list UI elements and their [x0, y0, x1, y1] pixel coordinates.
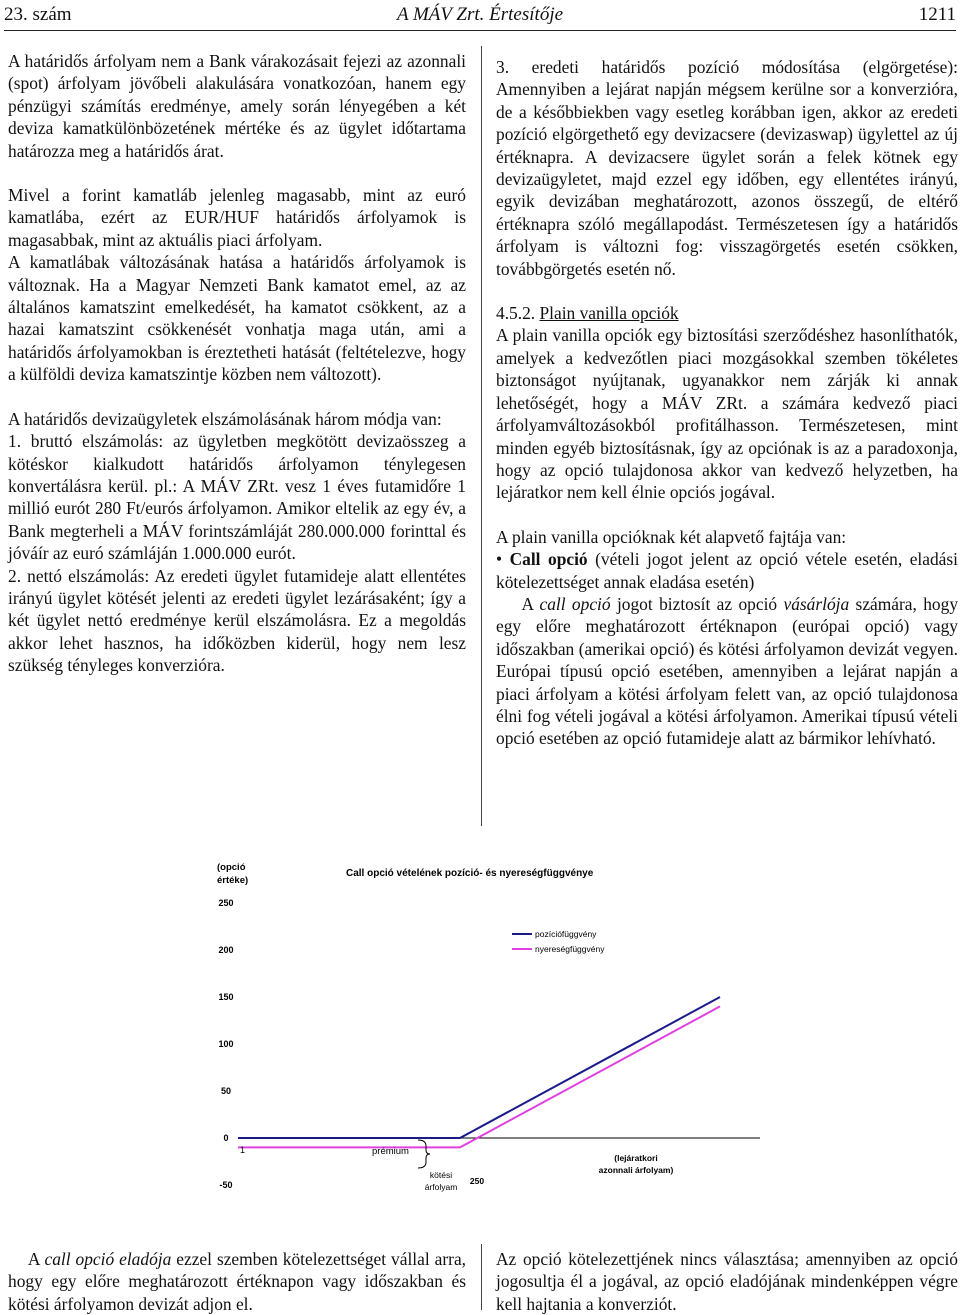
y-tick-label: 250: [218, 898, 234, 908]
strike-label: árfolyam: [424, 1182, 458, 1192]
emphasis: call opció: [539, 593, 611, 614]
right-column: [496, 56, 958, 750]
page-number: 1211: [918, 4, 956, 25]
section-title: Plain vanilla opciók: [539, 303, 679, 324]
series-line: [238, 1006, 720, 1147]
paragraph: Mivel a forint kamatláb jelenleg magasabb, mint az euró kamatlába, ezért az EUR/HUF határidős árfolyamok is magasabbak, mint az aktuális piaci árfolyam.: [8, 185, 466, 250]
text-run: A: [521, 593, 540, 614]
legend-label: nyereségfüggvény: [535, 944, 605, 954]
y-tick-label: 100: [218, 1039, 234, 1049]
strike-label: kötési: [429, 1170, 453, 1180]
legend: [512, 929, 605, 954]
y-tick-label: -50: [219, 1180, 233, 1190]
premium-brace: [418, 1140, 430, 1168]
issue-number: 23. szám: [4, 4, 72, 25]
y-axis-label-line: értéke): [217, 875, 249, 886]
paragraph: A határidős árfolyam nem a Bank várakozásait fejezi az azonnali (spot) árfolyam jövőbeli alakulására vonatkozóan, hanem egy pénzügyi számítás eredménye, amely során lényegében a két deviza kamatkülönbözetének mértéke és az ügylet időtartama határozza meg a határidős árat.: [8, 51, 466, 161]
paragraph: 1. bruttó elszámolás: az ügyletben megkötött devizaösszeg a kötéskor kialkudott határidős árfolyamon ténylegesen konvertálásra kerül. pl.: A MÁV ZRt. vesz 1 éves futamidőre 1 millió eurót 280 Ft/eurós árfolyamon. Amikor eltelik az egy év, a Bank megterheli a MÁV forintszámláját 280.000.000 forinttal és jóváír az euró számláján 1.000.000 eurót.: [8, 431, 466, 564]
chart-title: Call opció vételének pozíció- és nyereségfüggvénye: [346, 868, 594, 879]
column-divider-top: [481, 46, 482, 826]
y-axis-label-line: (opció: [217, 862, 246, 873]
y-tick-label: 200: [218, 945, 234, 955]
call-option-chart: [0, 840, 960, 1225]
y-tick-label: 50: [220, 1086, 232, 1096]
bullet-text: (vételi jogot jelent az opció vétele esetén, eladási kötelezettséget annak eladása esetén): [496, 549, 958, 592]
bullet-item: [496, 548, 958, 593]
column-divider: [481, 1244, 482, 1310]
y-tick-label: 0: [223, 1133, 229, 1143]
y-tick-label: 150: [218, 992, 234, 1002]
paragraph: A kamatlábak változásának hatása a határidős árfolyamok is változnak. Ha a Magyar Nemzeti Bank kamatot emel, az az általános kamatszint emelkedését, ha kamatot csökkent, az a hazai kamatszint csökkenését vonhatja maga után, ami a határidős árfolyamokban is éreztetheti hatását (feltételezve, hogy a külföldi deviza kamatszintje közben nem változott).: [8, 252, 466, 385]
bullet-term: Call opció: [509, 549, 588, 570]
section-heading: [496, 302, 958, 324]
header-rule: [4, 30, 956, 31]
legend-label: pozíciófüggvény: [535, 929, 597, 939]
bottom-right-paragraph: Az opció kötelezettjének nincs választása; amennyiben az opció jogosultja él a jogával, az opció eladójának mindenképpen végre kell hajtania a konverziót.: [496, 1249, 958, 1314]
premium-label: prémium: [372, 1146, 409, 1157]
bullet-icon: •: [496, 549, 503, 570]
y-axis: [218, 898, 233, 1190]
text-run: jogot biztosít az opció: [610, 593, 784, 614]
text-run: A: [27, 1249, 45, 1269]
x-tick-label: 1: [240, 1145, 246, 1155]
chart-svg: [0, 840, 960, 1225]
x-axis-label: azonnali árfolyam): [598, 1165, 674, 1175]
paragraph: [496, 593, 958, 750]
text-run: számára, hogy egy előre meghatározott értéknapon (európai opció) vagy időszakban (amerikai opció) és kötési árfolyamon devizát vegyen. Európai típusú opció esetében, amennyiben a lejárat napján a piaci árfolyam a kötési árfolyam felett van, az opció tulajdonosa élni fog vételi jogával a kötési árfolyamon. Amerikai típusú vételi opció esetében az opció futamideje alatt az bármikor lehívható.: [496, 593, 959, 749]
paragraph: A plain vanilla opcióknak két alapvető fajtája van:: [496, 526, 847, 547]
section-number: 4.5.2.: [496, 303, 536, 324]
journal-title: A MÁV Zrt. Értesítője: [396, 4, 564, 25]
paragraph: 3. eredeti határidős pozíció módosítása (elgörgetése): Amennyiben a lejárat napján mégsem kerülne sor a konverzióra, de a későbbiekben vagy esetleg korábban igen, akkor az eredeti pozíció elgörgethető egy devizacsere (devizaswap) ügylettel az új értéknapra. A devizacsere ügylet során a felek kötnek egy devizaügyletet, majd ezzel egy időben, egy ellentétes irányú, egyik devizában meghatározott, azonos összegű, de eltérő értéknapra szóló megállapodást. Természetesen így a határidős árfolyam is változni fog: visszagörgetés esetén csökken, továbbgörgetés esetén nő.: [496, 57, 958, 279]
x-axis-label: (lejáratkori: [614, 1153, 658, 1163]
bottom-left-paragraph: [8, 1248, 466, 1315]
x-tick-label: 250: [469, 1176, 485, 1186]
paragraph: A plain vanilla opciók egy biztosítási szerződéshez hasonlíthatók, amelyek a kedvezőtlen piaci mozgásokkal szemben tökéletes biztonságot nyújtanak, ugyanakkor nem zárják ki annak lehetőségét, hogy a MÁV ZRt. a számára kedvező piaci árfolyamváltozásokból profitálhasson. Természetesen, mint minden egyéb biztosításnak, így az opciónak is az a paradoxonja, hogy az opció tulajdonosa akkor van kedvező helyzetben, ha lejáratkor nem kell élnie opciós jogával.: [496, 325, 958, 503]
page-header: [4, 4, 956, 30]
emphasis: call opció eladója: [44, 1249, 172, 1269]
y-axis-label: [217, 862, 248, 886]
series-group: [238, 997, 720, 1147]
paragraph: A határidős devizaügyletek elszámolásának három módja van:: [8, 408, 442, 429]
series-line: [238, 997, 720, 1138]
left-column: [8, 50, 466, 677]
emphasis: vásárlója: [783, 593, 850, 614]
text-run: ezzel szemben kötelezettséget vállal arra, hogy egy előre meghatározott értéknapon vagy időszakban és kötési árfolyamon devizát adjon el.: [8, 1249, 467, 1314]
paragraph: 2. nettó elszámolás: Az eredeti ügylet futamideje alatt ellentétes irányú ügylet kötését jelenti az eredeti ügylet lezárásaként; így a két ügylet nettó eredménye kerül elszámolásra. Ez a megoldás akkor lehet hasznos, ha időközben kiderül, hogy nem lesz szükség tényleges konverzióra.: [8, 565, 466, 676]
